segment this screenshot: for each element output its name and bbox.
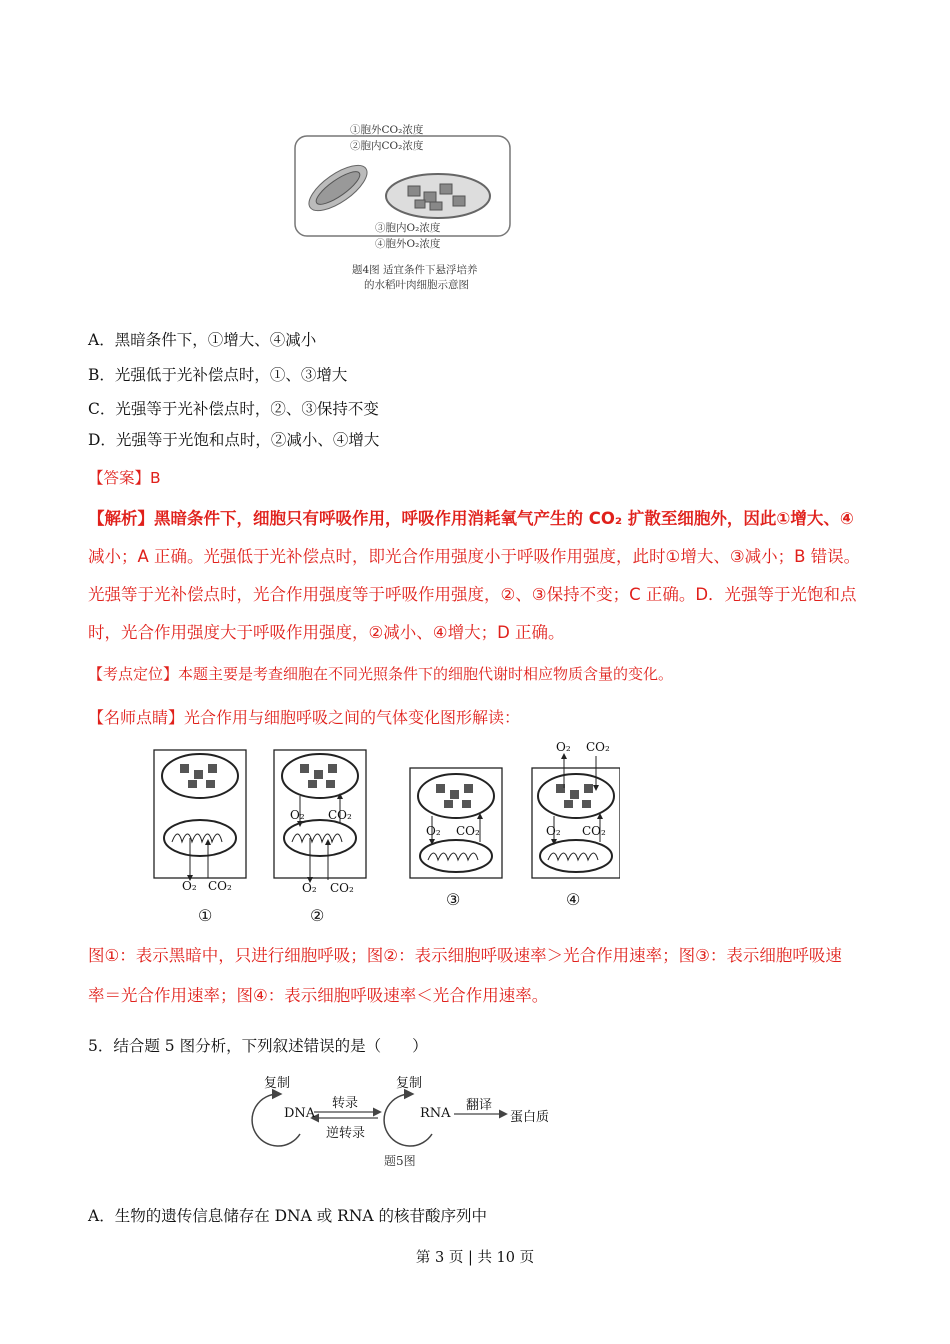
rna-label: RNA bbox=[420, 1106, 451, 1121]
analysis-line-3: 光强等于光补偿点时，光合作用强度等于呼吸作用强度，②、③保持不变；C 正确。D．光强等于光饱和点 bbox=[88, 585, 857, 604]
cell-number-2: ② bbox=[310, 906, 325, 925]
copy-label-1: 复制 bbox=[264, 1076, 291, 1091]
cell-explain-line-2: 率＝光合作用速率；图④：表示细胞呼吸速率＜光合作用速率。 bbox=[88, 986, 549, 1005]
cell-2 bbox=[274, 750, 366, 880]
page-footer: 第 3 页 | 共 10 页 bbox=[415, 1250, 535, 1266]
cell4-o2: O₂ bbox=[546, 824, 561, 838]
protein-label: 蛋白质 bbox=[510, 1110, 550, 1125]
kaodian: 【考点定位】本题主要是考查细胞在不同光照条件下的细胞代谢时相应物质含量的变化。 bbox=[88, 665, 674, 683]
mingshi: 【名师点睛】光合作用与细胞呼吸之间的气体变化图形解读： bbox=[88, 708, 521, 727]
cell2-o2: O₂ bbox=[302, 881, 317, 895]
figure-5 bbox=[250, 1072, 570, 1172]
cell-4 bbox=[532, 756, 620, 878]
cell2-co2-top: CO₂ bbox=[328, 808, 352, 822]
q5-stem: 5．结合题 5 图分析，下列叙述错误的是（ ） bbox=[88, 1037, 428, 1055]
cell3-co2: CO₂ bbox=[456, 824, 480, 838]
cell3-o2: O₂ bbox=[426, 824, 441, 838]
figure-4-label-2: ②胞内CO₂浓度 bbox=[350, 140, 424, 152]
answer: 【答案】B bbox=[88, 469, 161, 487]
option-b: B．光强低于光补偿点时，①、③增大 bbox=[88, 366, 348, 384]
cell1-co2: CO₂ bbox=[208, 879, 232, 893]
cell-explain-line-1: 图①：表示黑暗中，只进行细胞呼吸；图②：表示细胞呼吸速率＞光合作用速率；图③：表示细胞呼吸速 bbox=[88, 946, 842, 965]
cell-1 bbox=[154, 750, 246, 878]
cell-explain bbox=[88, 936, 878, 1016]
cell2-co2: CO₂ bbox=[330, 881, 354, 895]
cell-3 bbox=[410, 768, 502, 878]
figure-4-label-1: ①胞外CO₂浓度 bbox=[350, 124, 424, 136]
figure-4-label-3: ③胞内O₂浓度 bbox=[375, 222, 441, 234]
cell-number-3: ③ bbox=[446, 890, 461, 909]
figure-5-caption: 题5图 bbox=[384, 1154, 416, 1168]
option-a: A．黑暗条件下，①增大、④减小 bbox=[88, 331, 317, 349]
analysis-label: 【解析】 bbox=[88, 509, 154, 528]
figure-4-label-4: ④胞外O₂浓度 bbox=[375, 238, 441, 250]
copy-label-2: 复制 bbox=[396, 1076, 423, 1091]
transcription-label: 转录 bbox=[332, 1096, 359, 1111]
cell2-o2-top: O₂ bbox=[290, 808, 305, 822]
analysis-line-2: 减小；A 正确。光强低于光补偿点时，即光合作用强度小于呼吸作用强度，此时①增大、③减小；B 错误。 bbox=[88, 547, 861, 566]
figure-4 bbox=[290, 126, 520, 296]
analysis-line-4: 时，光合作用强度大于呼吸作用强度，②减小、④增大；D 正确。 bbox=[88, 623, 565, 642]
option-c: C．光强等于光补偿点时，②、③保持不变 bbox=[88, 400, 379, 418]
cell1-o2: O₂ bbox=[182, 879, 197, 893]
cells-diagram-drawing bbox=[150, 738, 620, 938]
cell4-co2: CO₂ bbox=[582, 824, 606, 838]
cell-number-1: ① bbox=[198, 906, 213, 925]
analysis-line-1: 【解析】黑暗条件下，细胞只有呼吸作用，呼吸作用消耗氧气产生的 CO₂ 扩散至细胞外，因此①增大、④ bbox=[88, 509, 854, 528]
reverse-transcription-label: 逆转录 bbox=[326, 1126, 366, 1141]
q5-option-a: A．生物的遗传信息储存在 DNA 或 RNA 的核苷酸序列中 bbox=[88, 1207, 488, 1225]
cell4-co2-top: CO₂ bbox=[586, 740, 610, 754]
cell4-o2-top: O₂ bbox=[556, 740, 571, 754]
option-d: D．光强等于光饱和点时，②减小、④增大 bbox=[88, 431, 380, 449]
analysis bbox=[88, 500, 878, 652]
cells-diagram bbox=[150, 738, 620, 938]
translation-label: 翻译 bbox=[466, 1098, 493, 1113]
figure-4-caption-2: 的水稻叶肉细胞示意图 bbox=[364, 279, 469, 291]
figure-4-caption-1: 题4图 适宜条件下悬浮培养 bbox=[352, 264, 478, 276]
cell-number-4: ④ bbox=[566, 890, 581, 909]
dna-label: DNA bbox=[284, 1106, 316, 1121]
